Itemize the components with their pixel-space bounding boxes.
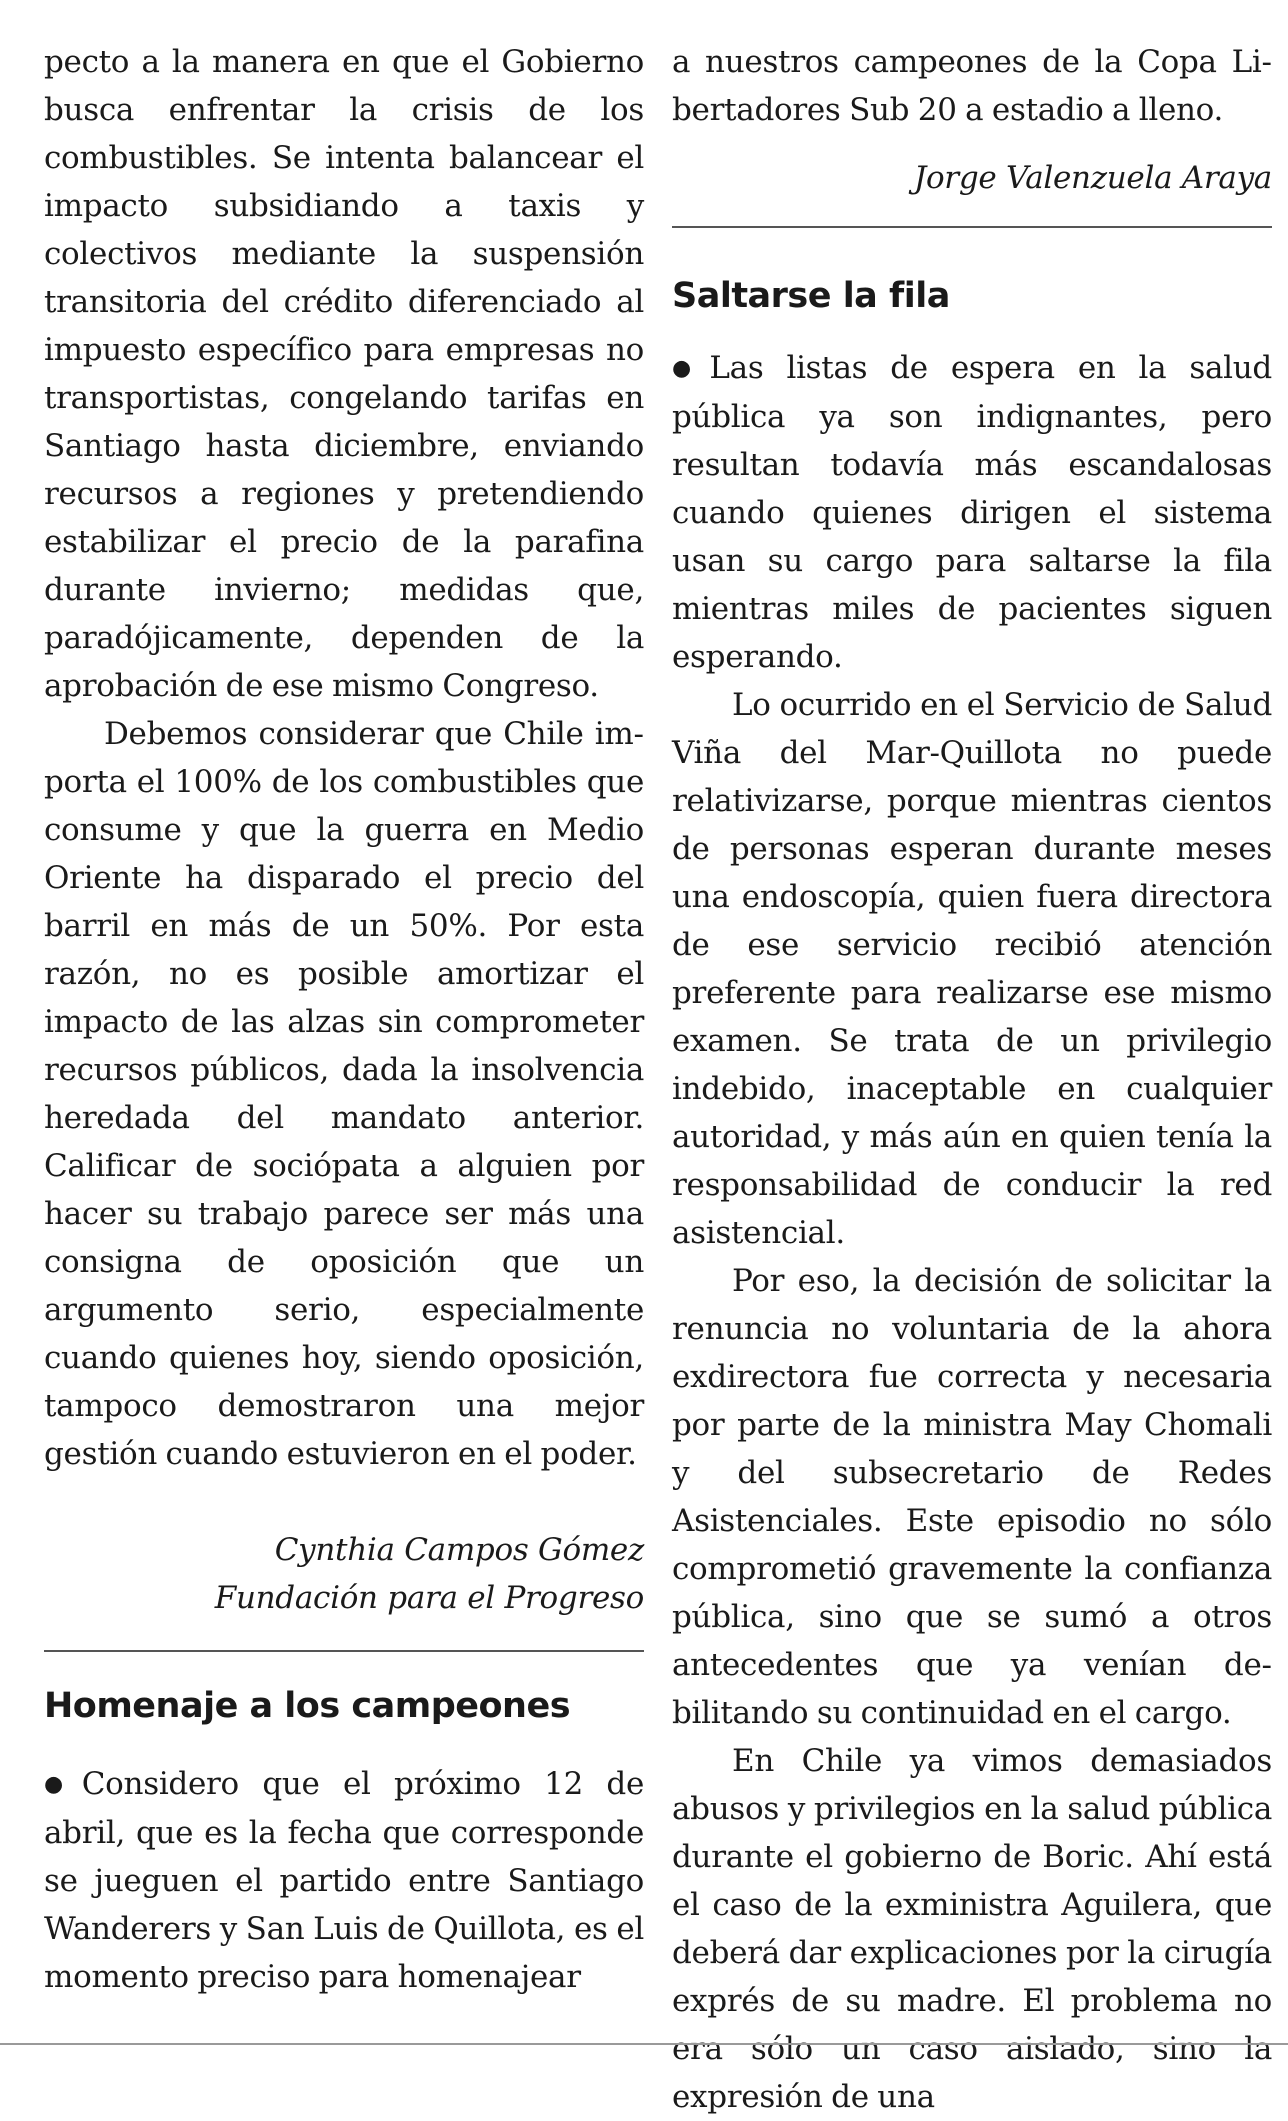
spacer — [672, 202, 1272, 226]
letter-paragraph: Lo ocurrido en el Servicio de Salud Viña del Mar-Quillota no puede relativizarse, porque mientras cientos de personas esperan durante meses una endoscopía, quien fuera directora de ese servicio recibió atención preferente para realizarse ese mismo examen. Se trata de un privilegio indebido, inaceptable en cualquier autoridad, y más aún en quien tenía la responsabilidad de conducir la red asistencial. — [672, 687, 1272, 1251]
bullet-icon: ● — [44, 1772, 78, 1797]
spacer — [672, 134, 1272, 154]
signature-organization: Fundación para el Progreso — [214, 1580, 644, 1616]
spacer — [44, 1478, 644, 1526]
signature-name: Cynthia Campos Gómez — [274, 1532, 644, 1568]
letter-paragraph-text: Las listas de espera en la salud pública ya son indignantes, pero resultan todavía más escandalosas cuando quienes dirigen el sistema usan su cargo para saltarse la fila mientras miles de pacientes siguen esperando. — [672, 350, 1272, 675]
spacer — [44, 1652, 644, 1682]
spacer — [672, 320, 1272, 344]
signature-name: Jorge Valenzuela Araya — [913, 160, 1272, 196]
letter-paragraph: pecto a la manera en que el Gobierno busca enfrentar la crisis de los combustibles. Se intenta balancear el impacto subsidiando a taxis y colectivos mediante la suspensión transitoria del crédito diferenciado al impuesto específico para empresas no transportistas, congelando tarifas en Santiago hasta diciembre, enviando recursos a regiones y pretendiendo estabilizar el precio de la parafina durante invierno; medidas que, paradójicamente, dependen de la aprobación de ese mismo Congreso. — [44, 44, 644, 704]
letter-paragraph: En Chile ya vimos demasiados abusos y privilegios en la salud pública durante el gobierno de Boric. Ahí está el caso de la exministra Aguilera, que deberá dar explicaciones por la cirugía exprés de su madre. El problema no era sólo un caso aislado, sino la expresión de una — [672, 1743, 1272, 2115]
page-bottom-rule — [0, 2043, 1288, 2045]
spacer — [672, 228, 1272, 272]
left-column — [44, 38, 644, 2001]
letter-paragraph: Por eso, la decisión de solicitar la renuncia no voluntaria de la ahora exdirectora fue correcta y necesaria por parte de la ministra May Chomali y del subsecretario de Redes Asistenciales. Este episodio no sólo comprometió gravemente la confianza pública, sino que se sumó a otros antecedentes que ya venían debilitando su continuidad en el cargo. — [672, 1263, 1272, 1731]
bullet-icon: ● — [672, 356, 706, 381]
letter-heading: Saltarse la fila — [672, 276, 950, 316]
letter-paragraph: a nuestros campeones de la Copa Libertadores Sub 20 a estadio a lleno. — [672, 44, 1272, 128]
right-column — [672, 38, 1272, 2121]
letter-paragraph-text: Considero que el próximo 12 de abril, que es la fecha que corresponde se jueguen el partido entre Santiago Wanderers y San Luis de Quillota, es el momento preciso para homenajear — [44, 1766, 644, 1995]
letter-heading: Homenaje a los campeones — [44, 1686, 571, 1726]
spacer — [44, 1730, 644, 1760]
spacer — [44, 1622, 644, 1650]
letter-paragraph: Debemos considerar que Chile importa el 100% de los combustibles que consume y que la guerra en Medio Oriente ha disparado el precio del barril en más de un 50%. Por esta razón, no es posible amortizar el impacto de las alzas sin comprometer recursos públicos, dada la insolvencia heredada del mandato anterior. Calificar de sociópata a alguien por hacer su trabajo parece ser más una consigna de oposición que un argumento serio, especialmente cuando quienes hoy, siendo oposición, tampoco demostraron una mejor gestión cuando estuvieron en el poder. — [44, 716, 644, 1472]
letter-paragraph — [672, 344, 1272, 681]
letter-paragraph — [44, 1760, 644, 2001]
